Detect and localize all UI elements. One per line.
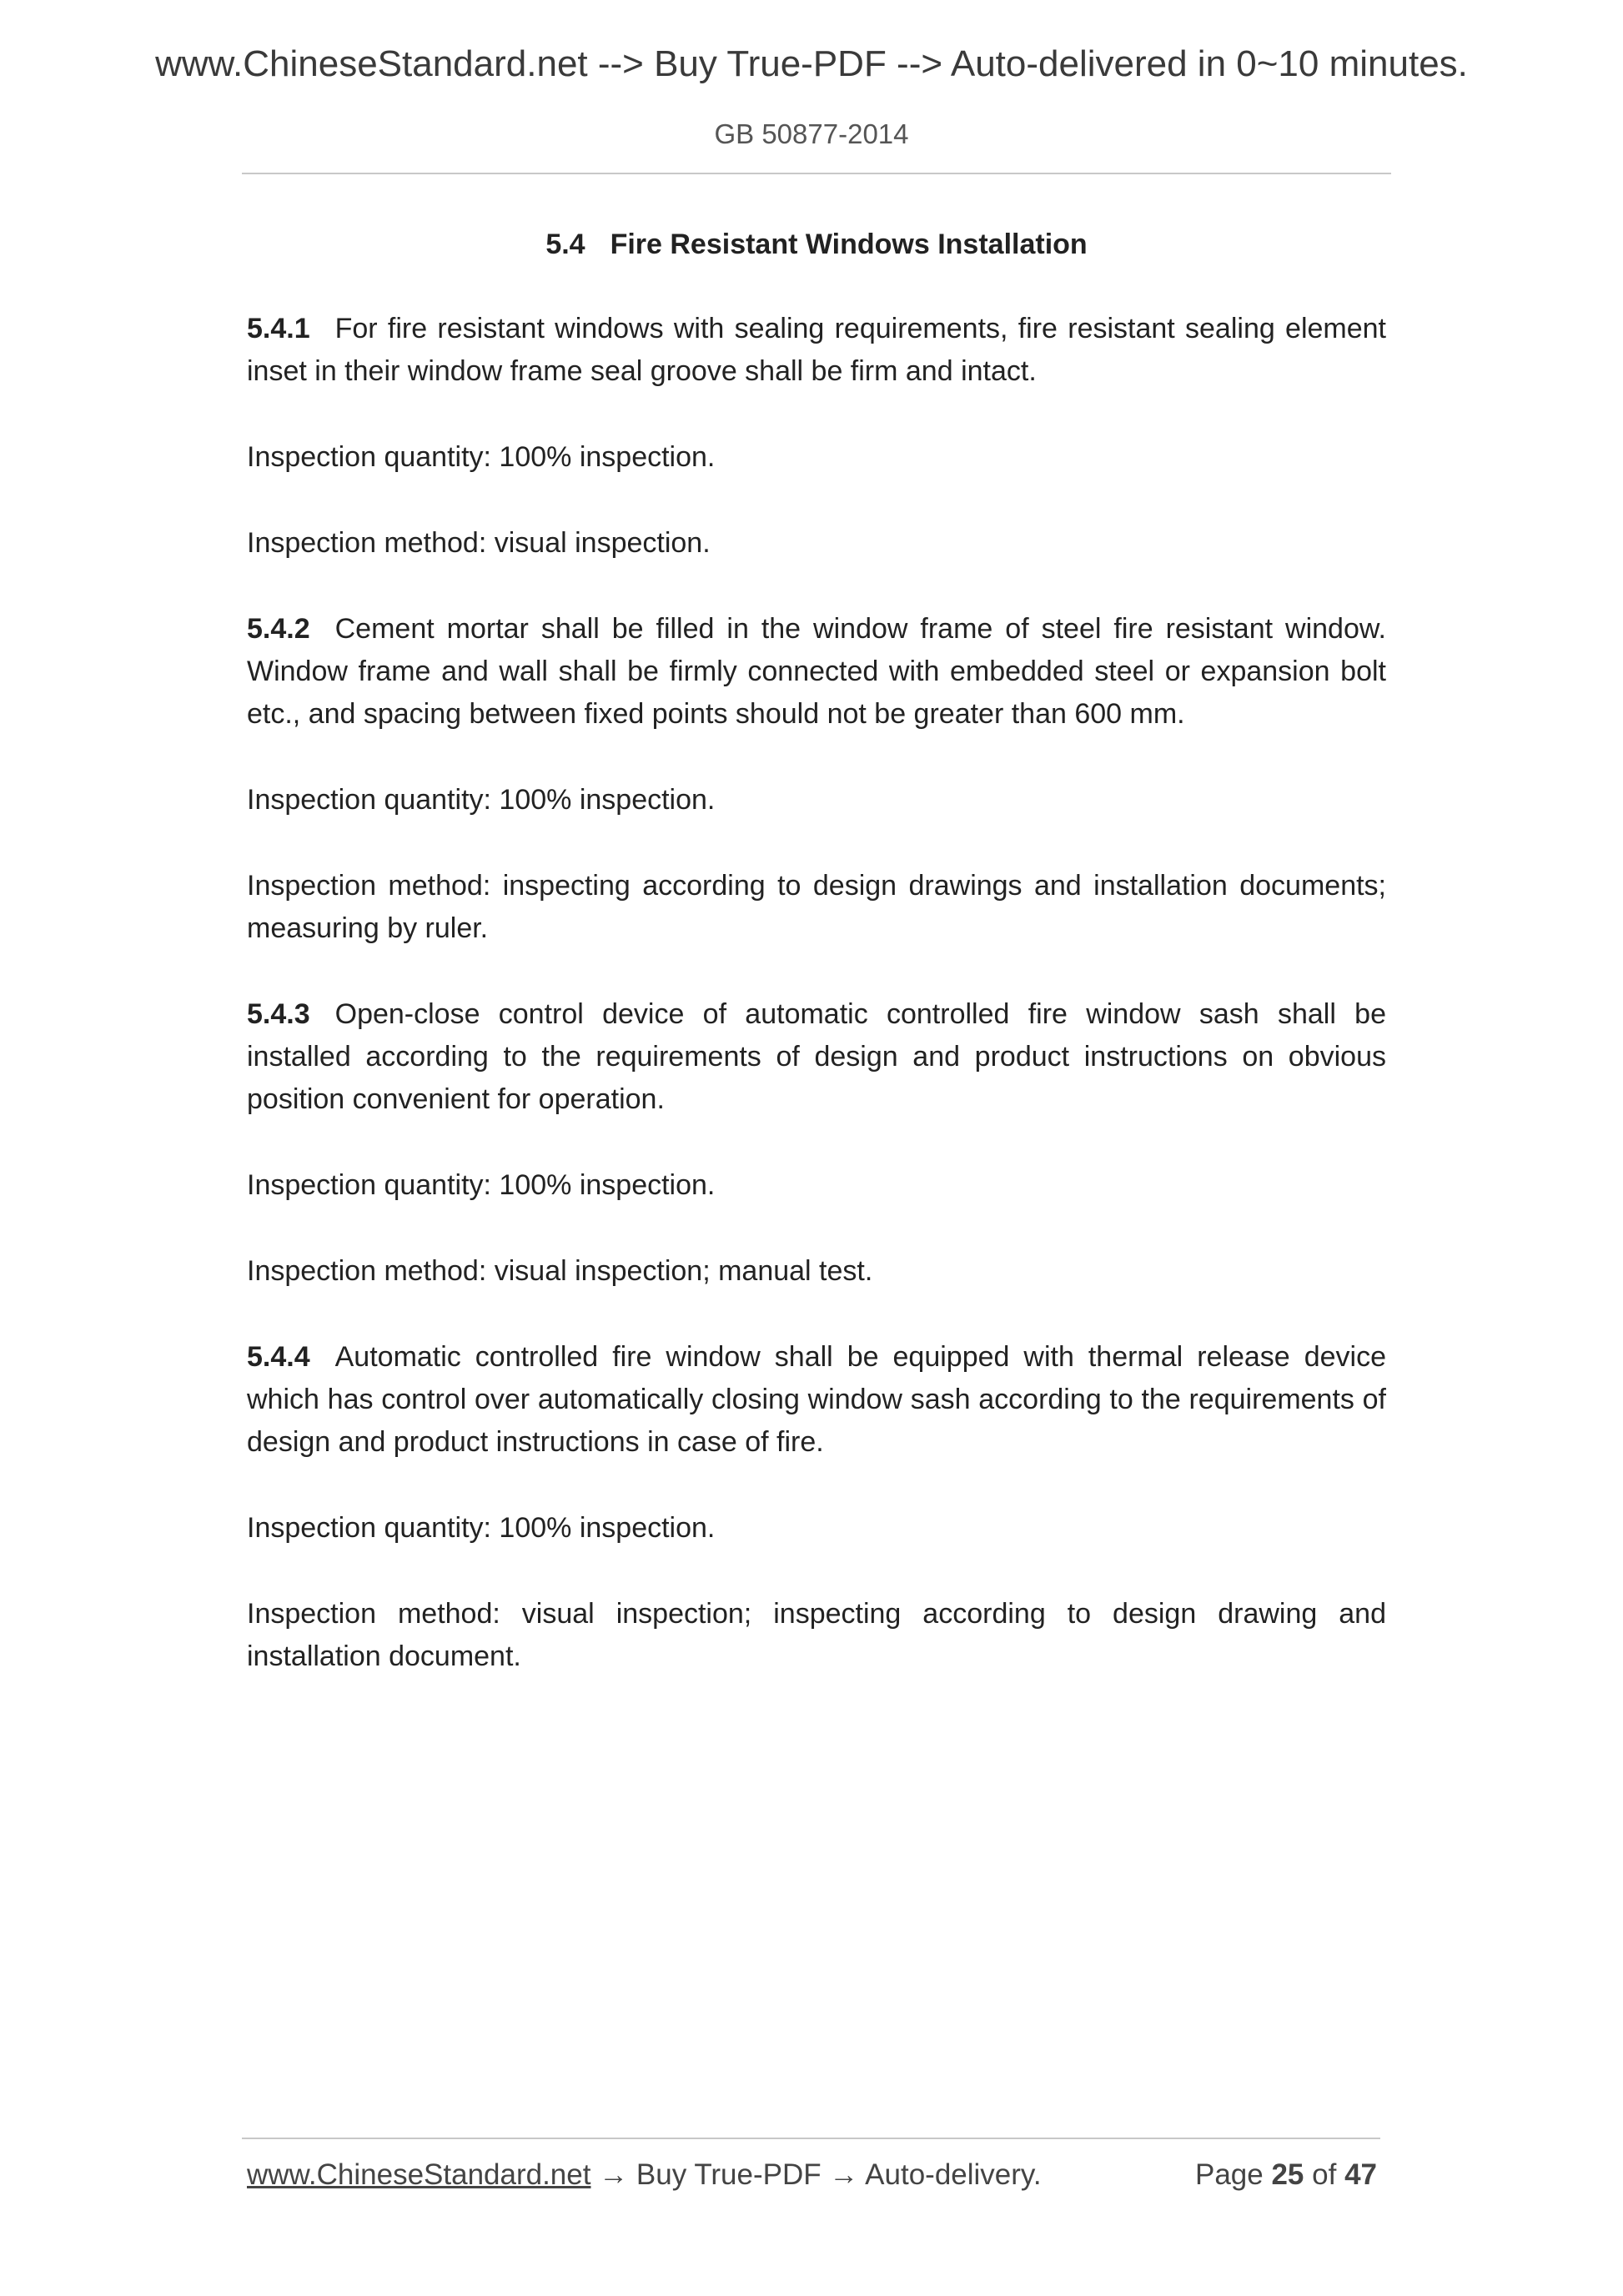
section-title: Fire Resistant Windows Installation xyxy=(610,229,1088,260)
clause-number: 5.4.4 xyxy=(247,1341,310,1373)
page-number: 25 xyxy=(1271,2158,1304,2191)
clause-5-4-2 xyxy=(247,608,1386,950)
inspection-quantity: Inspection quantity: 100% inspection. xyxy=(247,441,716,473)
clause-text xyxy=(247,608,1386,736)
clause-number: 5.4.3 xyxy=(247,998,310,1030)
inspection-method: Inspection method: visual inspection; manual test. xyxy=(247,1255,873,1287)
top-banner: www.ChineseStandard.net --> Buy True-PDF --> Auto-delivered in 0~10 minutes. xyxy=(155,43,1468,84)
clause-number: 5.4.2 xyxy=(247,613,310,645)
inspection-method: Inspection method: visual inspection. xyxy=(247,527,711,559)
section-heading xyxy=(247,224,1386,266)
section-number: 5.4 xyxy=(545,229,585,260)
inspection-quantity: Inspection quantity: 100% inspection. xyxy=(247,1512,716,1544)
clause-5-4-4 xyxy=(247,1336,1386,1678)
clause-text xyxy=(247,308,1386,393)
page-total: 47 xyxy=(1344,2158,1377,2191)
clause-body: For fire resistant windows with sealing requirements, fire resistant sealing element inset in their window frame seal groove shall be firm and intact. xyxy=(247,313,1386,387)
standard-code: GB 50877-2014 xyxy=(714,118,909,149)
clause-5-4-1 xyxy=(247,308,1386,565)
page-footer xyxy=(247,2158,1377,2192)
inspection-quantity: Inspection quantity: 100% inspection. xyxy=(247,1169,716,1201)
clause-number: 5.4.1 xyxy=(247,313,310,344)
clause-body: Cement mortar shall be filled in the window frame of steel fire resistant window. Window frame and wall shall be firmly connected with embedded steel or expansion bolt etc., and spacing between fixed points should not be greater than 600 mm. xyxy=(247,613,1386,730)
clause-text xyxy=(247,1336,1386,1464)
clause-body: Open-close control device of automatic controlled fire window sash shall be installed according to the requirements of design and product instructions on obvious position convenient for operation. xyxy=(247,998,1386,1115)
clause-body: Automatic controlled fire window shall be equipped with thermal release device which has control over automatically closing window sash according to the requirements of design and product instructions in case of fire. xyxy=(247,1341,1386,1458)
of-label: of xyxy=(1312,2158,1337,2191)
footer-divider xyxy=(242,2138,1380,2139)
inspection-method: Inspection method: visual inspection; inspecting according to design drawing and installation document. xyxy=(247,1598,1386,1672)
page-content xyxy=(247,224,1386,1721)
clause-text xyxy=(247,993,1386,1121)
clause-5-4-3 xyxy=(247,993,1386,1293)
footer-link[interactable]: www.ChineseStandard.net xyxy=(247,2158,591,2191)
inspection-method: Inspection method: inspecting according to design drawings and installation documents; measuring by ruler. xyxy=(247,870,1386,944)
header-divider xyxy=(242,173,1391,174)
footer-tagline: → Buy True-PDF → Auto-delivery. xyxy=(590,2158,1042,2191)
page-indicator xyxy=(1195,2158,1377,2192)
inspection-quantity: Inspection quantity: 100% inspection. xyxy=(247,784,716,816)
page-label: Page xyxy=(1194,2158,1264,2191)
